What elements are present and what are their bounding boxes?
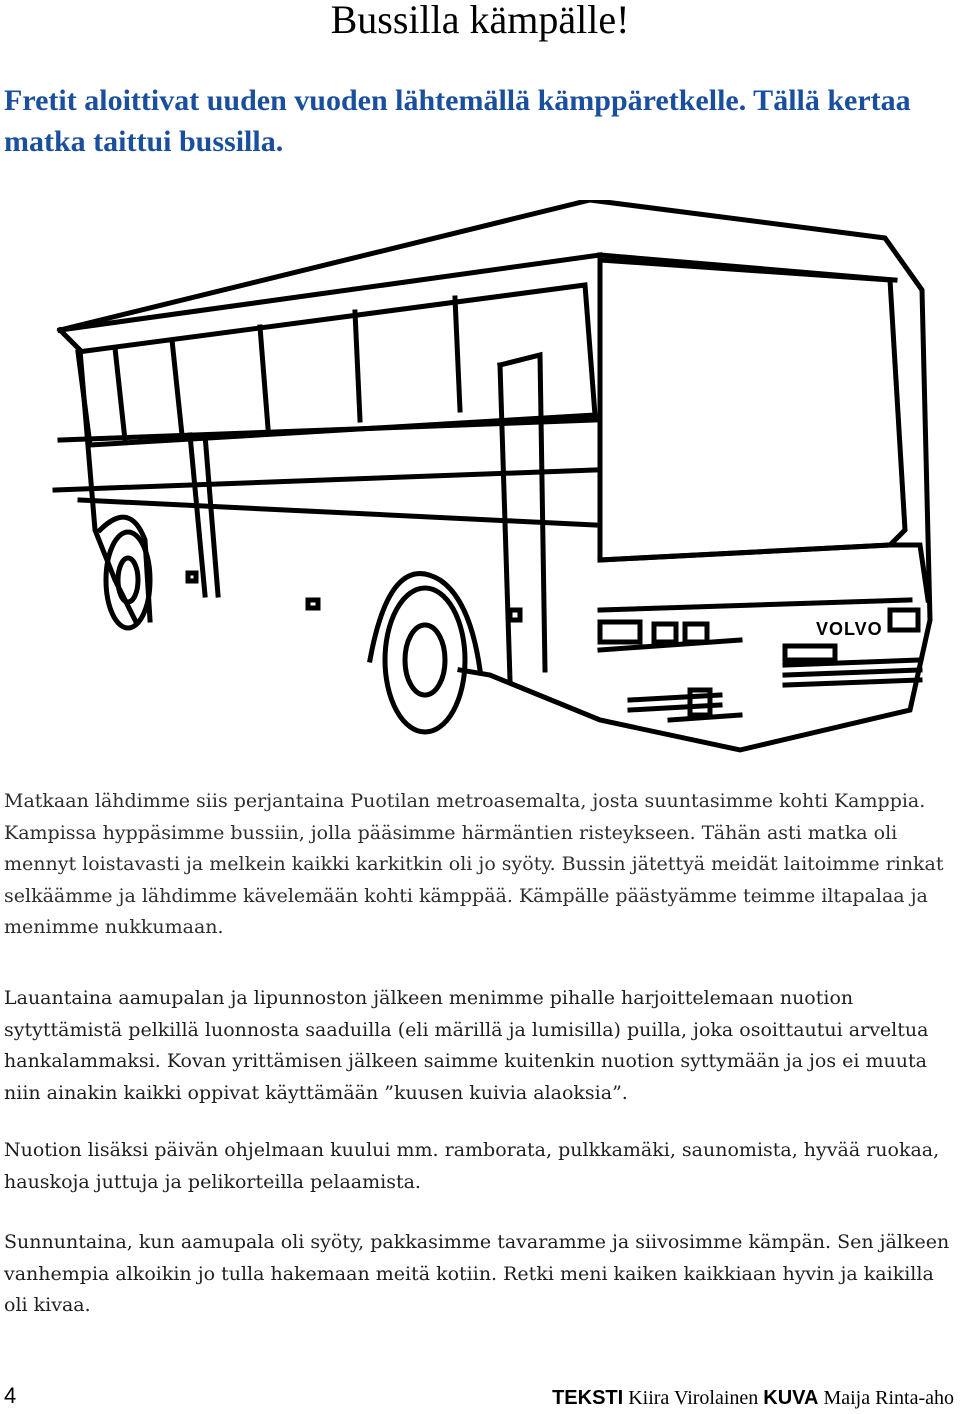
page-number: 4 xyxy=(4,1383,17,1408)
lead-paragraph: Fretit aloittivat uuden vuoden lähtemällä kämppäretkelle. Tällä kertaa matka taittui bussilla. xyxy=(4,84,911,158)
text-credit-label: TEKSTI xyxy=(552,1387,624,1409)
body-paragraph-3 xyxy=(4,1135,956,1198)
paragraph-text: Lauantaina aamupalan ja lipunnoston jälkeen menimme pihalle harjoittelemaan nuotion sytyttämistä pelkillä luonnosta saaduilla (eli märillä ja lumisilla) puilla, joka osoittautui arveltua hankalammaksi. Kovan yrittämisen jälkeen saimme kuitenkin nuotion syttymään ja jos ei muuta niin ainakin kaikki oppivat käyttämään ”kuusen kuivia alaoksia”. xyxy=(4,987,929,1104)
paragraph-text: Sunnuntaina, kun aamupala oli syöty, pakkasimme tavaramme ja siivosimme kämpän. Sen jälkeen vanhempia alkoikin jo tulla hakemaan meitä kotiin. Retki meni kaiken kaikkiaan hyvin ja kaikilla oli kivaa. xyxy=(4,1231,950,1317)
bus-badge: VOLVO xyxy=(816,619,883,639)
body-paragraph-4 xyxy=(4,1227,956,1322)
body-paragraph-1 xyxy=(4,786,956,944)
bus-illustration xyxy=(40,200,940,770)
paragraph-text: Matkaan lähdimme siis perjantaina Puotilan metroasemalta, josta suuntasimme kohti Kamppia. Kampissa hyppäsimme bussiin, jolla pääsimme härmäntien risteykseen. Tähän asti matka oli mennyt loistavasti ja melkein kaikki karkitkin oli jo syöty. Bussin jätettyä meidät laitoimme rinkat selkäämme ja lähdimme kävelemään kohti kämppää. Kämpälle päästyämme teimme iltapalaa ja menimme nukkumaan. xyxy=(4,790,944,939)
paragraph-text: Nuotion lisäksi päivän ohjelmaan kuului mm. ramborata, pulkkamäki, saunomista, hyvää ruokaa, hauskoja juttuja ja pelikorteilla pelaamista. xyxy=(4,1139,940,1193)
text-credit-author: Kiira Virolainen xyxy=(628,1387,759,1409)
image-credit-label: KUVA xyxy=(763,1387,819,1409)
article-title: Bussilla kämpälle! xyxy=(330,0,630,42)
credits-line xyxy=(552,1386,954,1410)
body-paragraph-2 xyxy=(4,983,956,1109)
image-credit-author: Maija Rinta-aho xyxy=(823,1387,954,1409)
